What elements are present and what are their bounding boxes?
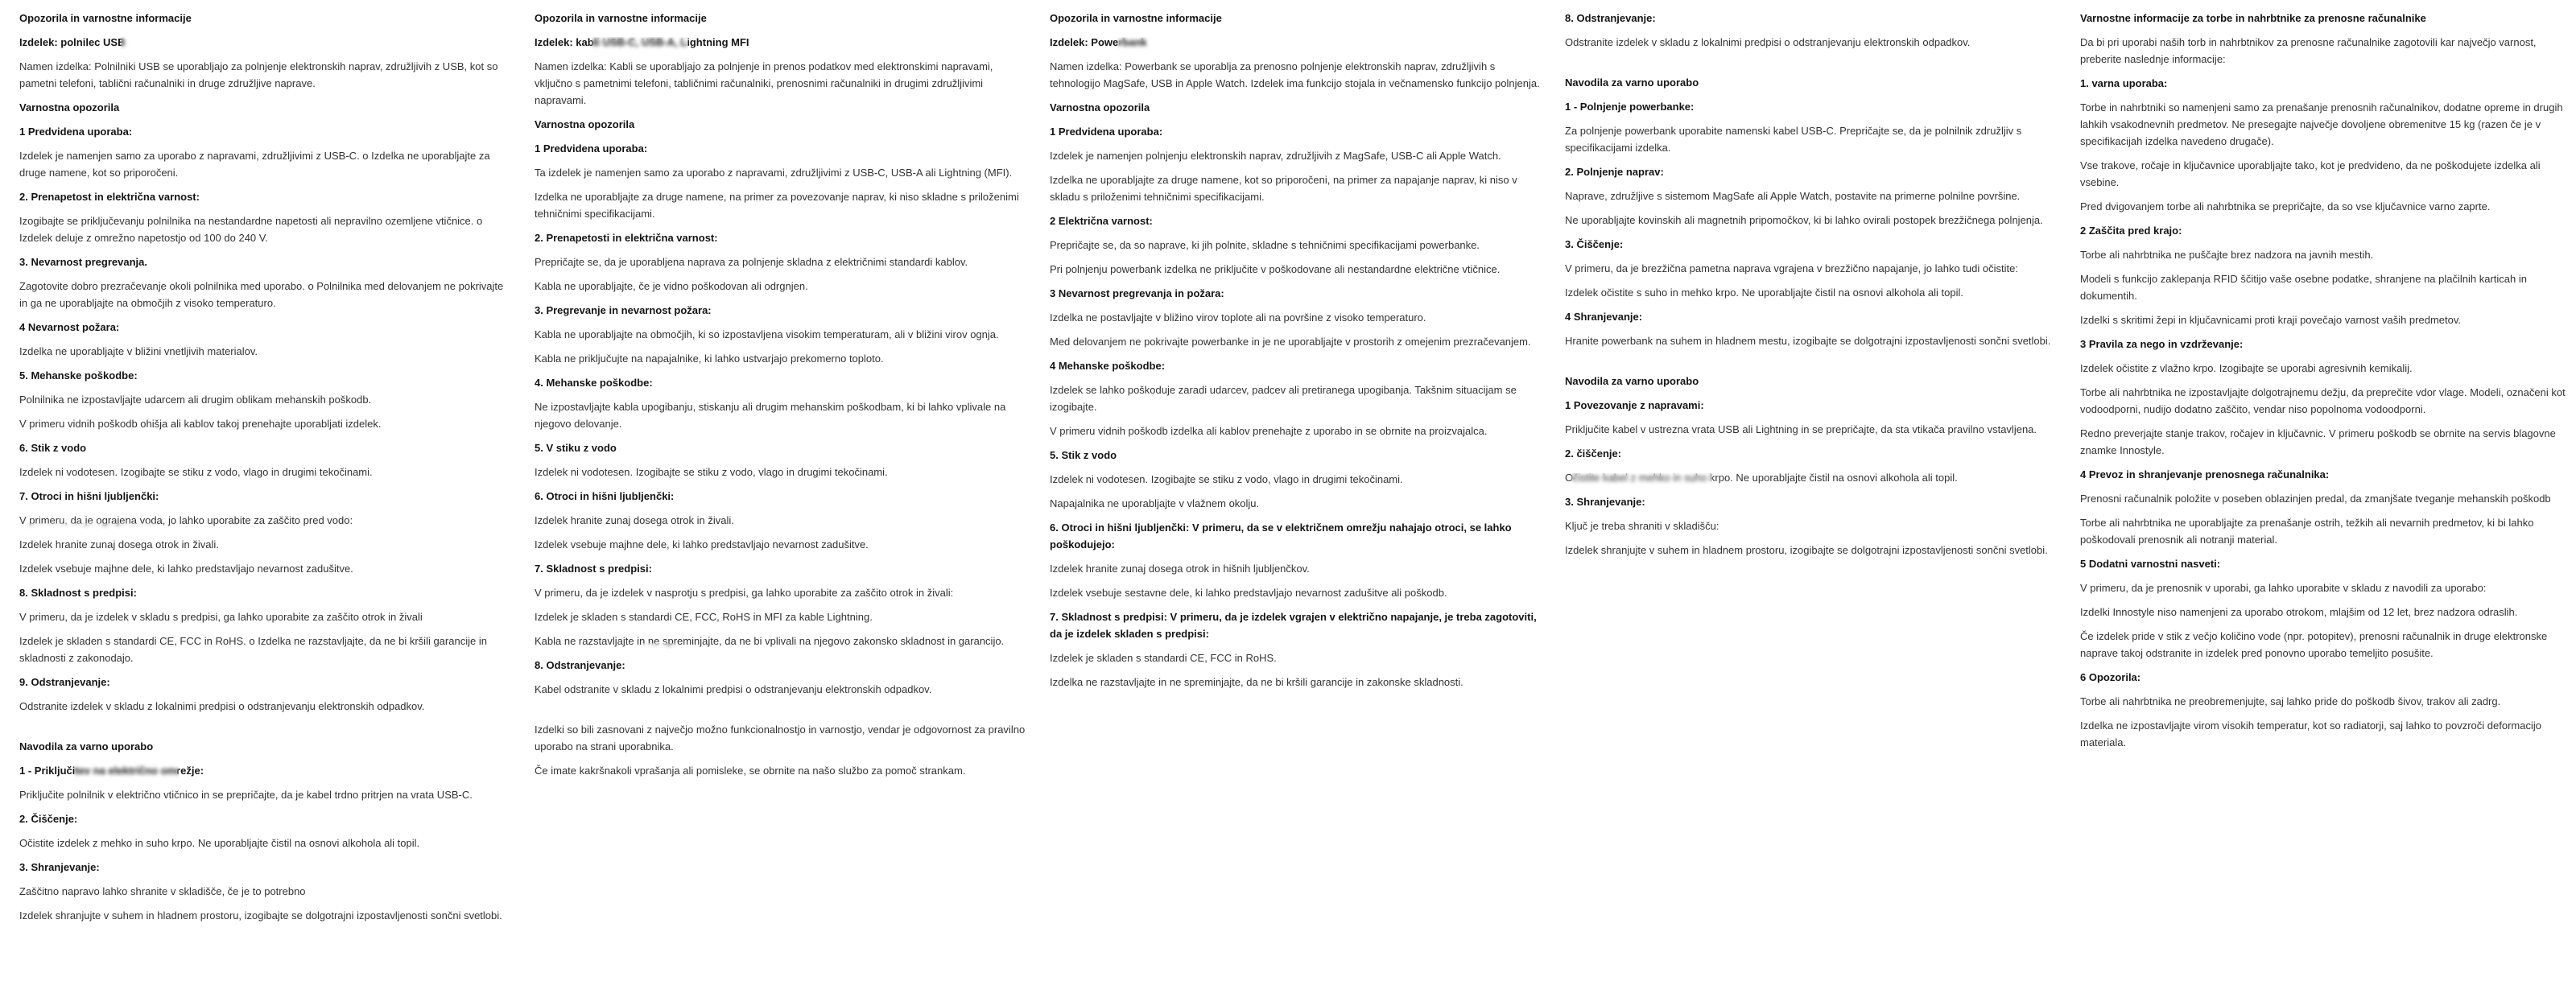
spacer [535, 705, 1027, 721]
section-heading: 1. varna uporaba: [2080, 77, 2168, 89]
paragraph: Izdelek vsebuje sestavne dele, ki lahko predstavljajo nevarnost zadušitve ali poškodb. [1050, 587, 1447, 599]
paragraph: Torbe ali nahrbtnika ne puščajte brez nadzora na javnih mestih. [2080, 249, 2374, 261]
section-heading: 4 Shranjevanje: [1565, 311, 1643, 323]
paragraph: Izdelek je skladen s standardi CE, FCC in RoHS. [1050, 652, 1277, 664]
paragraph: Ne izpostavljajte kabla upogibanju, stiskanju ali drugim mehanskim poškodbam, ki bi lahko vplivale na njegovo delovanje. [535, 401, 1006, 430]
section-heading: 1 Predvidena uporaba: [1050, 126, 1163, 138]
section-heading: 4 Nevarnost požara: [19, 321, 120, 333]
section-heading: 6. Stik z vodo [19, 442, 87, 454]
paragraph: Kabel odstranite v skladu z lokalnimi predpisi o odstranjevanju elektronskih odpadkov. [535, 683, 932, 695]
section-heading: 2. Prenapetosti in električna varnost: [535, 232, 718, 244]
paragraph: Izdelek shranjujte v suhem in hladnem prostoru, izogibajte se dolgotrajni izpostavljenosti sončni svetlobi. [19, 909, 502, 921]
section-heading: 2 Električna varnost: [1050, 215, 1153, 227]
paragraph: Ključ je treba shraniti v skladišču: [1565, 520, 1719, 532]
column-usb-charger [19, 10, 512, 931]
section-heading: 7. Skladnost s predpisi: [535, 563, 652, 575]
paragraph: V primeru, da je ograjena voda, jo lahko uporabite za zaščito pred vodo: [19, 514, 353, 526]
section-heading: 8. Skladnost s predpisi: [19, 587, 137, 599]
section-heading: 3. Pregrevanje in nevarnost požara: [535, 304, 712, 316]
paragraph: Modeli s funkcijo zaklepanja RFID ščitijo vaše osebne podatke, shranjene na plačilnih karticah in dokumentih. [2080, 273, 2527, 302]
paragraph: Očistite izdelek z mehko in suho krpo. Ne uporabljajte čistil na osnovi alkohola ali topil. [19, 837, 420, 849]
spacer [19, 722, 512, 738]
paragraph: Izdelek hranite zunaj dosega otrok in živali. [535, 514, 734, 526]
paragraph: Namen izdelka: Powerbank se uporablja za prenosno polnjenje elektronskih naprav, združljivih s tehnologijo MagSafe, USB in Apple Watch. Izdelek ima funkcijo stojala in večnamensko funkcijo polnjenja. [1050, 60, 1540, 89]
paragraph: Če imate kakršnakoli vprašanja ali pomisleke, se obrnite na našo službo za pomoč strankam. [535, 765, 966, 777]
section-heading: Izdelek: Powerbank [1050, 36, 1147, 48]
paragraph: V primeru, da je izdelek v skladu s predpisi, ga lahko uporabite za zaščito otrok in živali [19, 611, 423, 623]
section-heading: 5. Mehanske poškodbe: [19, 369, 138, 381]
paragraph: Odstranite izdelek v skladu z lokalnimi predpisi o odstranjevanju elektronskih odpadkov. [1565, 36, 1971, 48]
paragraph: Izdelek se lahko poškoduje zaradi udarcev, padcev ali pretiranega upogibanja. Takšnim situacijam se izogibajte. [1050, 384, 1517, 413]
paragraph: Izdelka ne izpostavljajte virom visokih temperatur, kot so radiatorji, saj lahko to povzroči deformacijo materiala. [2080, 719, 2541, 748]
paragraph: Priključite kabel v ustrezna vrata USB ali Lightning in se prepričajte, da sta vtikača pravilno vstavljena. [1565, 423, 2037, 435]
section-heading: 2. Polnjenje naprav: [1565, 166, 1664, 178]
section-heading: 3 Nevarnost pregrevanja in požara: [1050, 287, 1224, 299]
section-heading: 1 - Polnjenje powerbanke: [1565, 101, 1695, 113]
paragraph: Izdelka ne razstavljajte in ne spreminjajte, da ne bi kršili garancije in zakonske skladnosti. [1050, 676, 1463, 688]
spacer [1565, 58, 2058, 74]
paragraph: Izdelek vsebuje majhne dele, ki lahko predstavljajo nevarnost zadušitve. [19, 563, 353, 575]
section-heading: 1 Povezovanje z napravami: [1565, 399, 1704, 411]
paragraph: Naprave, združljive s sistemom MagSafe ali Apple Watch, postavite na primerne polnilne površine. [1565, 190, 2021, 202]
paragraph: Pri polnjenju powerbank izdelka ne priključite v poškodovane ali nestandardne električne vtičnice. [1050, 263, 1501, 275]
paragraph: Izdelek ni vodotesen. Izogibajte se stiku z vodo, vlago in drugimi tekočinami. [1050, 473, 1403, 485]
paragraph: Prenosni računalnik položite v poseben oblazinjen predal, da zmanjšate tveganje mehanskih poškodb [2080, 493, 2551, 505]
paragraph: Hranite powerbank na suhem in hladnem mestu, izogibajte se dolgotrajni izpostavljenosti sončni svetlobi. [1565, 335, 2051, 347]
paragraph: Namen izdelka: Kabli se uporabljajo za polnjenje in prenos podatkov med elektronskimi napravami, vključno s pametnimi telefoni, tabličnimi računalniki, prenosnimi računalniki in drugimi združljivimi napravami. [535, 60, 993, 106]
paragraph: Torbe ali nahrbtnika ne preobremenjujte, saj lahko pride do poškodb šivov, trakov ali zadrg. [2080, 695, 2501, 707]
section-heading: Varnostne informacije za torbe in nahrbtnike za prenosne računalnike [2080, 12, 2426, 24]
column-powerbank [1050, 10, 1542, 698]
paragraph: Izdelek očistite z vlažno krpo. Izogibajte se uporabi agresivnih kemikalij. [2080, 362, 2413, 374]
paragraph: Izdelek je namenjen samo za uporabo z napravami, združljivimi z USB-C. o Izdelka ne uporabljajte za druge namene, kot so priporočeni. [19, 150, 490, 179]
section-heading: 8. Odstranjevanje: [1565, 12, 1656, 24]
section-heading: Opozorila in varnostne informacije [535, 12, 707, 24]
paragraph: Izdelek ni vodotesen. Izogibajte se stiku z vodo, vlago in drugimi tekočinami. [19, 466, 373, 478]
paragraph: V primeru, da je brezžična pametna naprava vgrajena v brezžično napajanje, jo lahko tudi očistite: [1565, 262, 2018, 274]
paragraph: Izdelek je skladen s standardi CE, FCC in RoHS. o Izdelka ne razstavljajte, da ne bi kršili garancije in skladnosti z zakonodajo. [19, 635, 487, 664]
paragraph: Izdelki so bili zasnovani z največjo možno funkcionalnostjo in varnostjo, vendar je odgovornost za pravilno uporabo na strani uporabnika. [535, 724, 1026, 752]
paragraph: Torbe ali nahrbtnika ne uporabljajte za prenašanje ostrih, težkih ali nevarnih predmetov, ki bi lahko poškodovali prenosnik ali notranji material. [2080, 517, 2534, 546]
paragraph: Izdelka ne uporabljajte za druge namene, kot so priporočeni, na primer za napajanje naprav, ki niso v skladu s priloženimi tehničnimi specifikacijami. [1050, 174, 1517, 203]
section-heading: 6. Otroci in hišni ljubljenčki: V primeru, da se v električnem omrežju nahajajo otroci, se lahko poškodujejo: [1050, 522, 1512, 550]
paragraph: Prepričajte se, da je uporabljena naprava za polnjenje skladna z električnimi standardi kablov. [535, 256, 968, 268]
paragraph: Kabla ne uporabljajte na območjih, ki so izpostavljena visokim temperaturam, ali v bližini virov ognja. [535, 328, 999, 340]
paragraph: Če izdelek pride v stik z večjo količino vode (npr. potopitev), prenosni računalnik in druge elektronske naprave takoj odstranite in izdelek pred ponovno uporabo temeljito posušite. [2080, 630, 2548, 659]
paragraph: Torbe in nahrbtniki so namenjeni samo za prenašanje prenosnih računalnikov, dodatne opreme in drugih lahkih vsakodnevnih predmetov. Ne presegajte največje dovoljene obremenitve 15 kg (razen če je v specifikacijah izdelka navedeno drugače). [2080, 101, 2563, 147]
section-heading: 1 Predvidena uporaba: [19, 126, 133, 138]
section-heading: 9. Odstranjevanje: [19, 676, 110, 688]
paragraph: V primeru vidnih poškodb izdelka ali kablov prenehajte z uporabo in se obrnite na proizvajalca. [1050, 425, 1488, 437]
column-cables [535, 10, 1027, 786]
section-heading: 5. Stik z vodo [1050, 449, 1117, 461]
paragraph: Vse trakove, ročaje in ključavnice uporabljajte tako, kot je predvideno, da ne poškodujete izdelka ali vsebine. [2080, 159, 2541, 188]
paragraph: Izdelek je skladen s standardi CE, FCC, RoHS in MFI za kable Lightning. [535, 611, 873, 623]
paragraph: Očistite kabel z mehko in suho krpo. Ne uporabljajte čistil na osnovi alkohola ali topil. [1565, 472, 1958, 484]
section-heading: Navodila za varno uporabo [19, 740, 154, 752]
paragraph: Ne uporabljajte kovinskih ali magnetnih pripomočkov, ki bi lahko ovirali postopek brezžičnega polnjenja. [1565, 214, 2043, 226]
paragraph: Izdelek shranjujte v suhem in hladnem prostoru, izogibajte se dolgotrajni izpostavljenosti sončni svetlobi. [1565, 544, 2048, 556]
paragraph: Polnilnika ne izpostavljajte udarcem ali drugim oblikam mehanskih poškodb. [19, 394, 372, 406]
column-powerbank-and-cable-usage [1565, 10, 2058, 566]
paragraph: Izdelki Innostyle niso namenjeni za uporabo otrokom, mlajšim od 12 let, brez nadzora odraslih. [2080, 606, 2518, 618]
section-heading: 2. Čiščenje: [19, 813, 78, 825]
section-heading: 3. Shranjevanje: [19, 861, 100, 873]
paragraph: V primeru, da je prenosnik v uporabi, ga lahko uporabite v skladu z navodili za uporabo: [2080, 582, 2487, 594]
section-heading: 5 Dodatni varnostni nasveti: [2080, 558, 2221, 570]
paragraph: Izdelek je namenjen polnjenju elektronskih naprav, združljivih z MagSafe, USB-C ali Apple Watch. [1050, 150, 1501, 162]
section-heading: 6. Otroci in hišni ljubljenčki: [535, 490, 675, 502]
paragraph: Izdelki s skritimi žepi in ključavnicami proti kraji povečajo varnost vaših predmetov. [2080, 314, 2461, 326]
column-laptop-bags [2080, 10, 2573, 758]
paragraph: Namen izdelka: Polnilniki USB se uporabljajo za polnjenje elektronskih naprav, združljivih z USB, kot so pametni telefoni, tablični računalniki in druge združljive naprave. [19, 60, 498, 89]
section-heading: Opozorila in varnostne informacije [19, 12, 192, 24]
paragraph: Napajalnika ne uporabljajte v vlažnem okolju. [1050, 497, 1260, 509]
section-heading: 3 Pravila za nego in vzdrževanje: [2080, 338, 2244, 350]
paragraph: Kabla ne razstavljajte in ne spreminjajte, da ne bi vplivali na njegovo zakonsko skladnost in garancijo. [535, 635, 1005, 647]
paragraph: Izdelek očistite s suho in mehko krpo. Ne uporabljajte čistil na osnovi alkohola ali topil. [1565, 287, 1963, 299]
paragraph: Prepričajte se, da so naprave, ki jih polnite, skladne s tehničnimi specifikacijami powerbanke. [1050, 239, 1480, 251]
paragraph: Izdelek hranite zunaj dosega otrok in hišnih ljubljenčkov. [1050, 563, 1310, 575]
section-heading: 7. Otroci in hišni ljubljenčki: [19, 490, 159, 502]
section-heading: 1 Predvidena uporaba: [535, 142, 648, 155]
section-heading: Varnostna opozorila [1050, 101, 1150, 113]
paragraph: Zaščitno napravo lahko shranite v skladišče, če je to potrebno [19, 885, 306, 897]
section-heading: Varnostna opozorila [535, 118, 635, 130]
section-heading: 3. Shranjevanje: [1565, 496, 1645, 508]
section-heading: 6 Opozorila: [2080, 671, 2141, 683]
paragraph: Izdelka ne postavljajte v bližino virov toplote ali na površine z visoko temperaturo. [1050, 311, 1426, 324]
paragraph: Izogibajte se priključevanju polnilnika na nestandardne napetosti ali nepravilno ozemljene vtičnice. o Izdelek deluje z omrežno napetostjo od 100 do 240 V. [19, 215, 483, 244]
section-heading: Izdelek: polnilec USB [19, 36, 126, 48]
section-heading: Navodila za varno uporabo [1565, 375, 1699, 387]
paragraph: V primeru vidnih poškodb ohišja ali kablov takoj prenehajte uporabljati izdelek. [19, 418, 382, 430]
paragraph: Za polnjenje powerbank uporabite namenski kabel USB-C. Prepričajte se, da je polnilnik združljiv s specifikacijami izdelka. [1565, 125, 2022, 154]
section-heading: Izdelek: kabli USB-C, USB-A, Lightning MFI [535, 36, 749, 48]
spacer [1565, 357, 2058, 373]
section-heading: 2. čiščenje: [1565, 447, 1622, 460]
section-heading: 1 - Priključitev na električno omrežje: [19, 765, 204, 777]
paragraph: V primeru, da je izdelek v nasprotju s predpisi, ga lahko uporabite za zaščito otrok in živali: [535, 587, 954, 599]
section-heading: 2. Prenapetost in električna varnost: [19, 191, 200, 203]
paragraph: Torbe ali nahrbtnika ne izpostavljajte dolgotrajnemu dežju, da preprečite vdor vlage. Modeli, označeni kot vodoodporni, nudijo dodatno zaščito, vendar niso popolnoma vodoodporni. [2080, 386, 2566, 415]
section-heading: Varnostna opozorila [19, 101, 120, 113]
paragraph: Izdelka ne uporabljajte za druge namene, na primer za povezovanje naprav, ki niso skladne s priloženimi tehničnimi specifikacijami. [535, 191, 1019, 220]
paragraph: Redno preverjajte stanje trakov, ročajev in ključavnic. V primeru poškodb se obrnite na servis blagovne znamke Innostyle. [2080, 427, 2556, 456]
section-heading: 7. Skladnost s predpisi: V primeru, da je izdelek vgrajen v električno napajanje, je treba zagotoviti, da je izdelek skladen s predpisi: [1050, 611, 1537, 640]
section-heading: 4. Mehanske poškodbe: [535, 377, 653, 389]
paragraph: Izdelek hranite zunaj dosega otrok in živali. [19, 538, 219, 550]
section-heading: 5. V stiku z vodo [535, 442, 617, 454]
paragraph: Zagotovite dobro prezračevanje okoli polnilnika med uporabo. o Polnilnika med delovanjem ne pokrivajte in ga ne uporabljajte na območjih z visoko temperaturo. [19, 280, 504, 309]
paragraph: Med delovanjem ne pokrivajte powerbanke in je ne uporabljajte v prostorih z omejenim prezračevanjem. [1050, 336, 1531, 348]
section-heading: 4 Mehanske poškodbe: [1050, 360, 1166, 372]
section-heading: 4 Prevoz in shranjevanje prenosnega računalnika: [2080, 468, 2330, 480]
paragraph: Izdelek ni vodotesen. Izogibajte se stiku z vodo, vlago in drugimi tekočinami. [535, 466, 888, 478]
paragraph: Izdelka ne uporabljajte v bližini vnetljivih materialov. [19, 345, 258, 357]
paragraph: Izdelek vsebuje majhne dele, ki lahko predstavljajo nevarnost zadušitve. [535, 538, 869, 550]
paragraph: Odstranite izdelek v skladu z lokalnimi predpisi o odstranjevanju elektronskih odpadkov. [19, 700, 425, 712]
paragraph: Kabla ne uporabljajte, če je vidno poškodovan ali odrgnjen. [535, 280, 808, 292]
paragraph: Priključite polnilnik v električno vtičnico in se prepričajte, da je kabel trdno pritrjen na vrata USB-C. [19, 789, 473, 801]
paragraph: Ta izdelek je namenjen samo za uporabo z napravami, združljivimi z USB-C, USB-A ali Lightning (MFI). [535, 167, 1013, 179]
paragraph: Kabla ne priključujte na napajalnike, ki lahko ustvarjajo prekomerno toploto. [535, 353, 884, 365]
paragraph: Pred dvigovanjem torbe ali nahrbtnika se prepričajte, da so vse ključavnice varno zaprte. [2080, 200, 2491, 212]
section-heading: 3. Čiščenje: [1565, 238, 1624, 250]
section-heading: Navodila za varno uporabo [1565, 76, 1699, 89]
section-heading: Opozorila in varnostne informacije [1050, 12, 1222, 24]
section-heading: 2 Zaščita pred krajo: [2080, 225, 2182, 237]
section-heading: 3. Nevarnost pregrevanja. [19, 256, 147, 268]
paragraph: Da bi pri uporabi naših torb in nahrbtnikov za prenosne računalnike zagotovili kar največjo varnost, preberite naslednje informacije: [2080, 36, 2537, 65]
section-heading: 8. Odstranjevanje: [535, 659, 625, 671]
